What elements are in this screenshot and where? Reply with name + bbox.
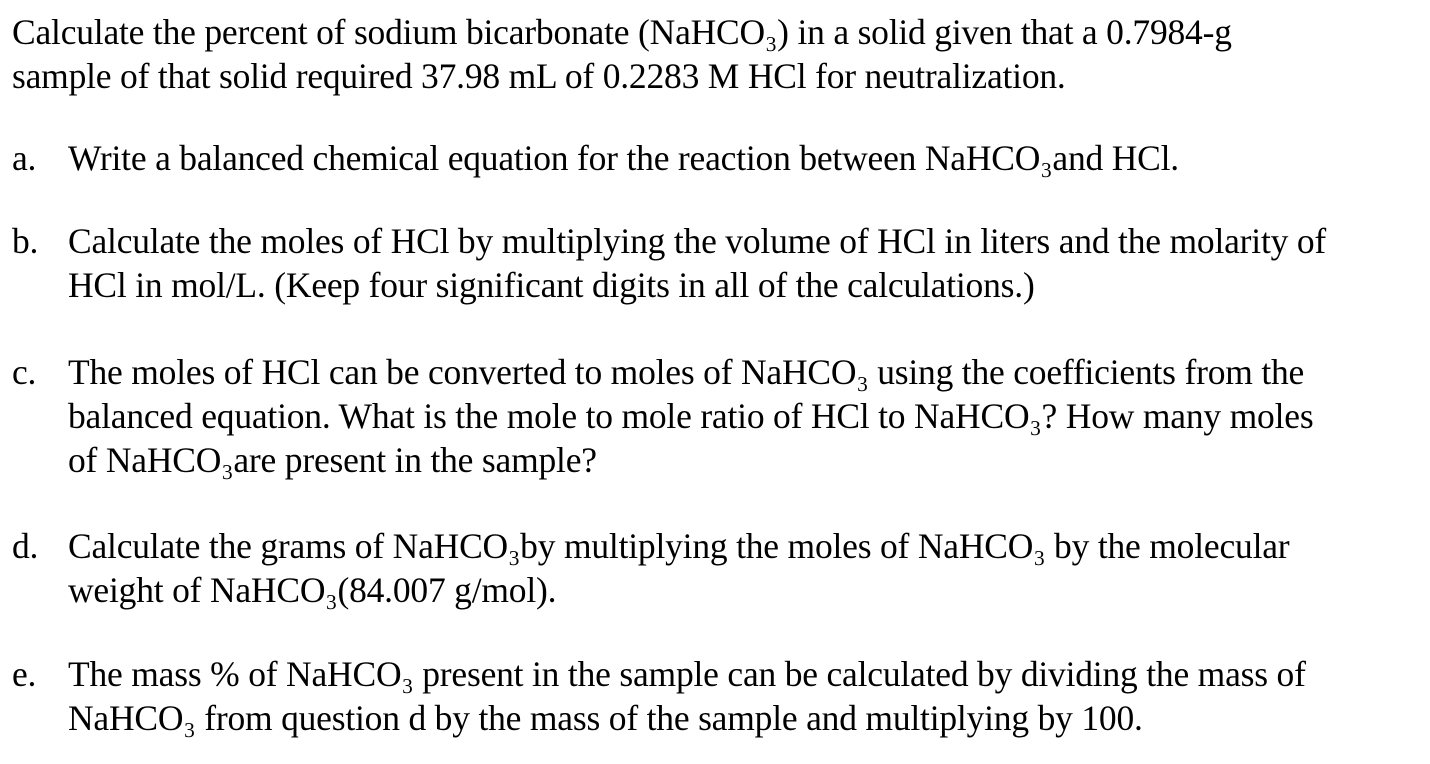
question-list xyxy=(12,136,1422,740)
item-marker: c. xyxy=(12,352,37,392)
item-text-line: HCl in mol/L. (Keep four significant digits in all of the calculations.) xyxy=(68,265,1035,305)
document-body xyxy=(12,10,1422,740)
item-text-line: of NaHCO₃are present in the sample? xyxy=(68,440,597,480)
item-text-line: Calculate the moles of HCl by multiplying the volume of HCl in liters and the molarity of xyxy=(68,221,1327,261)
question-item-c xyxy=(12,350,1422,482)
item-text-line: weight of NaHCO₃(84.007 g/mol). xyxy=(68,570,557,610)
question-item-b xyxy=(12,219,1422,307)
question-item-d xyxy=(12,524,1422,612)
problem-statement-line-2: sample of that solid required 37.98 mL of 0.2283 M HCl for neutralization. xyxy=(12,56,1066,96)
item-text xyxy=(68,136,1422,180)
item-marker: b. xyxy=(12,221,39,261)
item-text xyxy=(68,524,1422,612)
item-text xyxy=(68,219,1422,307)
item-text-line: Write a balanced chemical equation for the reaction between NaHCO₃and HCl. xyxy=(68,138,1179,178)
item-text-line: balanced equation. What is the mole to mole ratio of HCl to NaHCO₃? How many moles xyxy=(68,396,1314,436)
item-text-line: NaHCO₃ from question d by the mass of the sample and multiplying by 100. xyxy=(68,698,1143,738)
problem-statement-line-1: Calculate the percent of sodium bicarbonate (NaHCO₃) in a solid given that a 0.7984-g xyxy=(12,12,1232,52)
item-marker: a. xyxy=(12,138,37,178)
item-text-line: The moles of HCl can be converted to moles of NaHCO₃ using the coefficients from the xyxy=(68,352,1305,392)
item-text-line: The mass % of NaHCO₃ present in the sample can be calculated by dividing the mass of xyxy=(68,654,1306,694)
question-item-e xyxy=(12,652,1422,740)
item-text-line: Calculate the grams of NaHCO₃by multiplying the moles of NaHCO₃ by the molecular xyxy=(68,526,1290,566)
item-text xyxy=(68,350,1422,482)
item-marker: d. xyxy=(12,526,39,566)
problem-statement xyxy=(12,10,1422,98)
item-text xyxy=(68,652,1422,740)
question-item-a xyxy=(12,136,1422,180)
item-marker: e. xyxy=(12,654,37,694)
